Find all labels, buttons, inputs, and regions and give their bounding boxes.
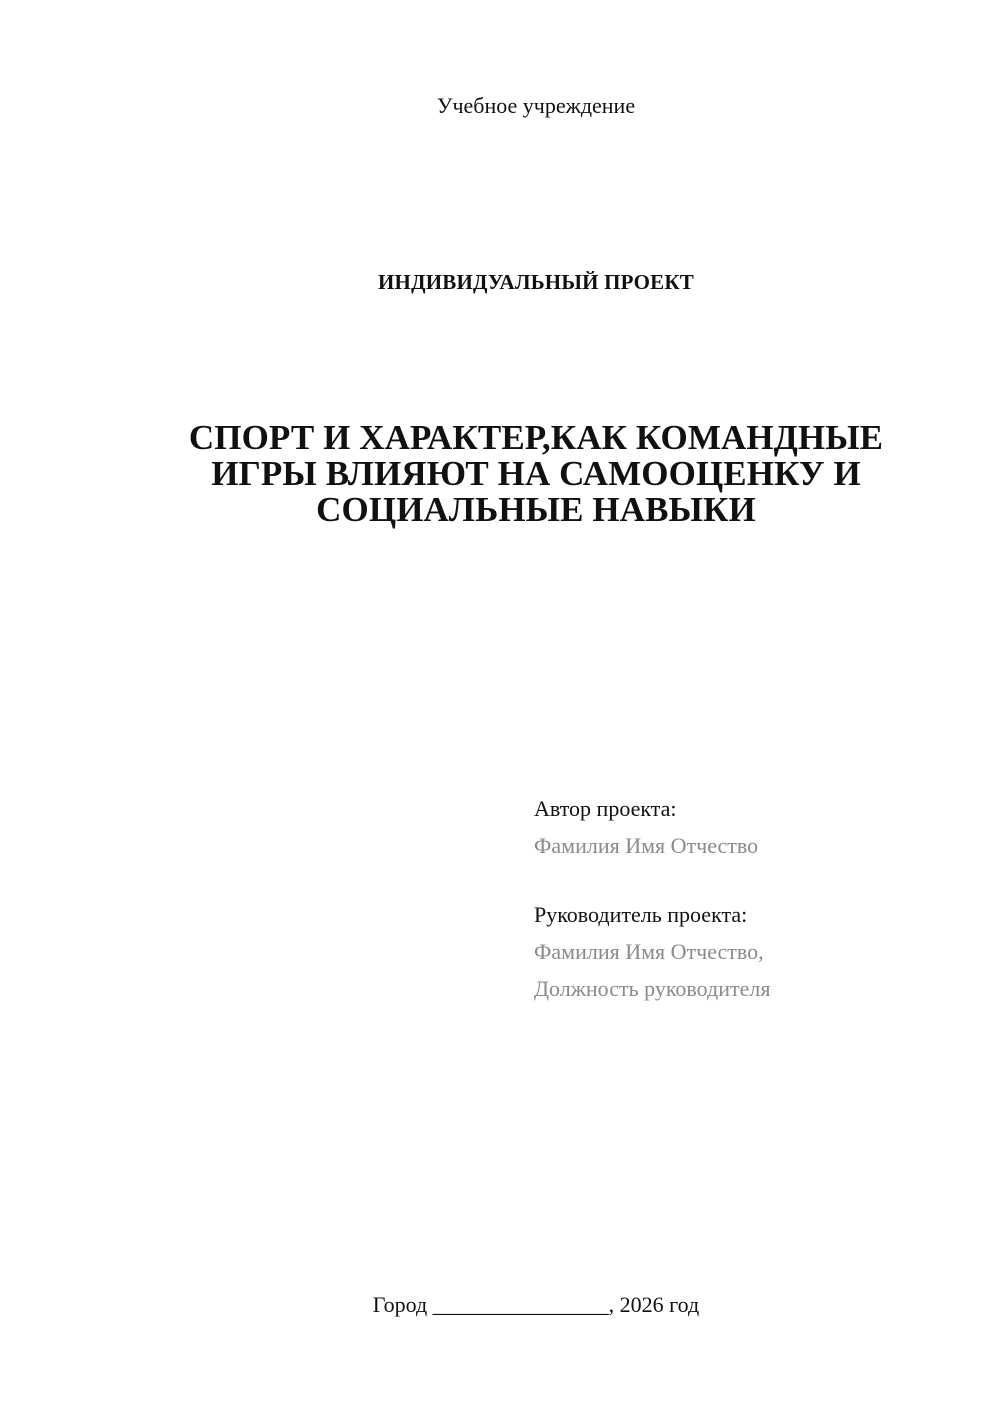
author-label: Автор проекта: [534,796,677,821]
authors-spacer [534,864,954,896]
project-title [140,420,932,528]
supervisor-name-placeholder: Фамилия Имя Отчество, [534,939,764,964]
project-title-line-2: ИГРЫ ВЛИЯЮТ НА САМООЦЕНКУ И [211,454,861,493]
authors-block [534,790,954,1007]
project-type-heading: ИНДИВИДУАЛЬНЫЙ ПРОЕКТ [378,270,694,294]
institution-name: Учебное учреждение [436,93,636,118]
author-name-placeholder: Фамилия Имя Отчество [534,833,759,858]
supervisor-label: Руководитель проекта: [534,902,748,927]
project-title-line-3: СОЦИАЛЬНЫЕ НАВЫКИ [316,490,756,529]
supervisor-position-placeholder: Должность руководителя [534,976,771,1001]
city-year-footer: Город ________________, 2026 год [372,1292,700,1317]
project-title-line-1: СПОРТ И ХАРАКТЕР,КАК КОМАНДНЫЕ [188,418,884,457]
